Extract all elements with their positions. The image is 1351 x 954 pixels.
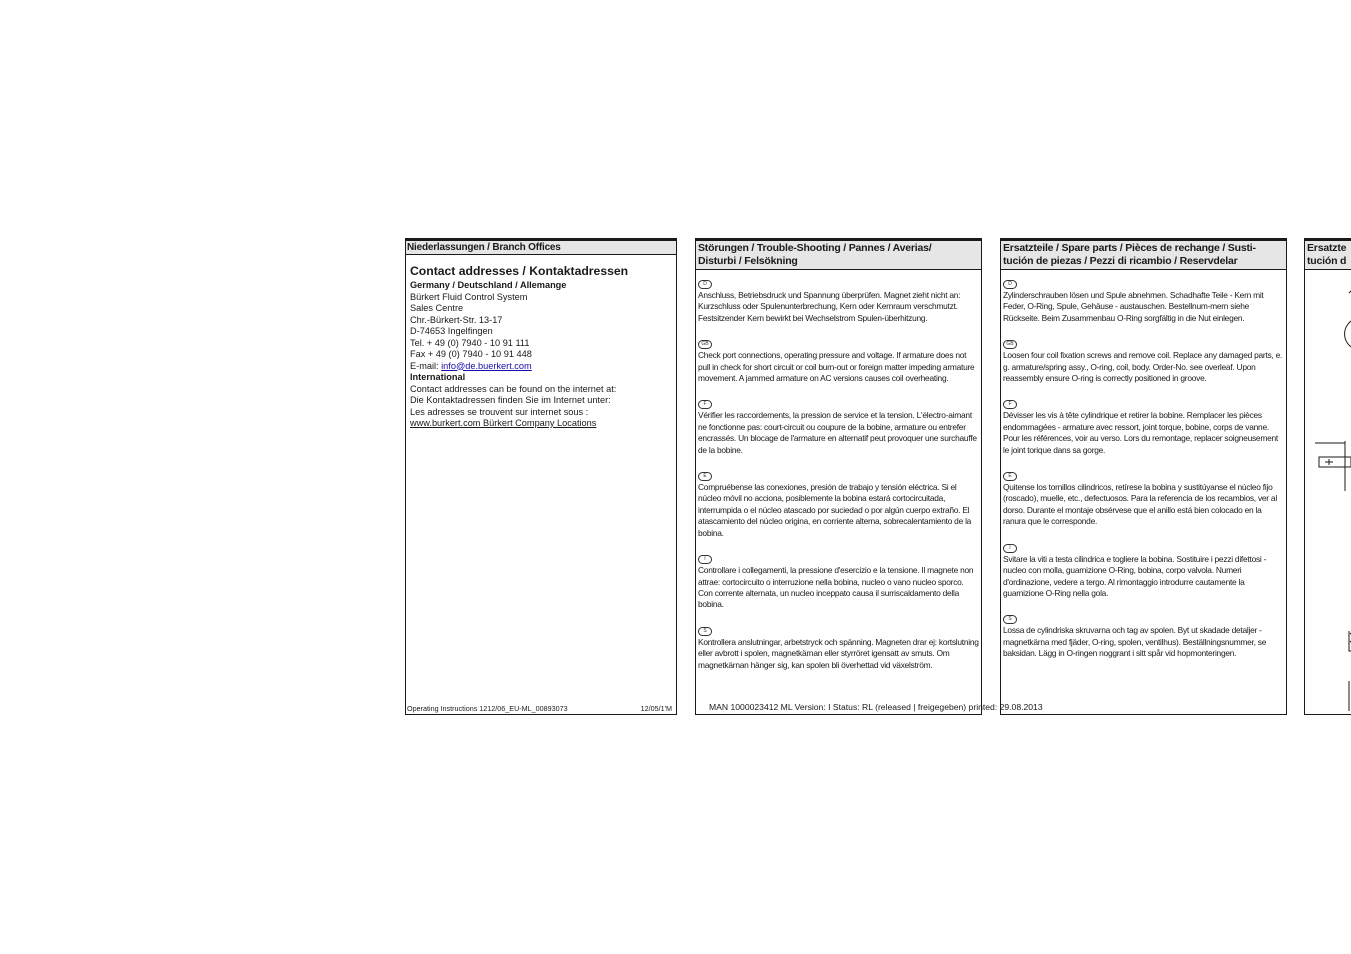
email-label: E-mail: xyxy=(410,360,442,371)
section-text: Loosen four coil fixation screws and remove coil. Replace any damaged parts, e. g. armature/spring assy., O-ring, coil, body. Order-No. see overleaf. Upon reassembly ensure O-ring is correctly positioned in groove. xyxy=(1003,350,1283,384)
spare-parts-drawing-panel xyxy=(1304,238,1351,715)
intl-line: Les adresses se trouvent sur internet sous : xyxy=(410,406,589,417)
language-flag-icon: I xyxy=(1003,544,1017,553)
document-status-footer: MAN 1000023412 ML Version: I Status: RL (released | freigegeben) printed: 29.08.2013 xyxy=(709,702,1043,712)
address-line: Bürkert Fluid Control System xyxy=(410,291,528,302)
header-line: tución d xyxy=(1307,255,1347,267)
language-sections xyxy=(696,270,981,671)
troubleshooting-header xyxy=(696,241,981,270)
section-text: Quitense los tornillos cilindricos, retírese la bobina y sustitúyanse el núcleo fijo (roscado), muelle, etc., defectuosos. Para la referencia de los recambios, ver al dorso. Durante el montaje obsérvese que el anillo está bien colocado en la ranura que le corresponde. xyxy=(1003,482,1277,527)
section-text: Dévisser les vis à tête cylindrique et retirer la bobine. Remplacer les pièces endommagées - armature avec ressort, joint torque, bobine, corps de vanne. Pour les références, voir au verso. Lors du remontage, replacer soigneusement le joint torique dans sa gorge. xyxy=(1003,410,1278,455)
section-text: Compruébense las conexiones, presión de trabajo y tensión eléctrica. Si el núcleo móvil no acciona, posiblemente la bobina estará cortocircuitada, interrumpida o el núcleo atascado por suciedad o por algún cuerpo extraño. El atascamiento del núcleo origina, en corriente alterna, sobrecalentamiento de la bobina. xyxy=(698,482,972,538)
language-flag-icon: S xyxy=(698,627,712,636)
coil-outline xyxy=(1345,319,1351,349)
contact-title: Contact addresses / Kontaktadressen xyxy=(410,264,629,278)
lang-section-i xyxy=(1003,536,1284,600)
header-line: tución de piezas / Pezzi di ricambio / Reservdelar xyxy=(1003,255,1238,267)
language-flag-icon: F xyxy=(1003,400,1017,409)
lang-section-i xyxy=(698,547,979,611)
language-flag-icon: E xyxy=(1003,472,1017,481)
lang-section-e xyxy=(1003,464,1284,528)
header-line: Ersatzte xyxy=(1307,242,1347,254)
connector-pin xyxy=(1325,459,1333,465)
language-flag-icon: E xyxy=(698,472,712,481)
language-flag-icon: GB xyxy=(698,340,712,349)
section-text: Zylinderschrauben lösen und Spule abnehmen. Schadhafte Teile - Kern mit Feder, O-Ring, Spule, Gehäuse - austauschen. Bestellnum-mern siehe Rückseite. Beim Zusammenbau O-Ring sorgfältig in die Nut einlegen. xyxy=(1003,290,1264,323)
footer-doc-id: Operating Instructions 1212/06_EU-ML_00893073 xyxy=(407,704,568,713)
lang-section-d xyxy=(1003,272,1284,324)
lang-section-gb xyxy=(1003,332,1284,384)
section-text: Lossa de cylindriska skruvarna och tag av spolen. Byt ut skadade detaljer - magnetkärna med fjäder, O-ring, spolen, ventilhus). Beställningsnummer, se baksidan. Lägg in O-ringen noggrant i sitt spår vid hopmonteringen. xyxy=(1003,625,1267,659)
phone-line: Tel. + 49 (0) 7940 - 10 91 111 xyxy=(410,337,530,348)
footer-date: 12/05/1'M xyxy=(640,704,672,713)
valve-exploded-drawing xyxy=(1305,271,1351,711)
language-flag-icon: I xyxy=(698,555,712,564)
language-flag-icon: S xyxy=(1003,615,1017,624)
section-text: Check port connections, operating pressure and voltage. If armature does not pull in check for short circuit or coil burn-out or foreign matter impeding armature movement. A jammed armature on AC versions causes coil overheating. xyxy=(698,350,975,384)
panel-footer xyxy=(407,704,672,713)
lang-section-s xyxy=(1003,607,1284,659)
lang-section-s xyxy=(698,619,979,671)
spare-parts-panel xyxy=(1000,238,1287,715)
fax-line: Fax + 49 (0) 7940 - 10 91 448 xyxy=(410,349,532,359)
lang-section-e xyxy=(698,464,979,539)
section-text: Controllare i collegamenti, la pressione d'esercizio e la tensione. Il magnete non attrae: cortocircuito o interruzione nella bobina, nucleo o vano nucleo sporco. Con corrente alternata, un nucleo inceppato causa il surriscaldamento della bobina. xyxy=(698,565,974,610)
international-label: International xyxy=(410,372,466,382)
lang-section-gb xyxy=(698,332,979,384)
website-link[interactable]: www.burkert.com Bürkert Company Locations xyxy=(410,418,597,428)
lang-section-f xyxy=(1003,392,1284,456)
drawing-panel-header xyxy=(1305,241,1351,270)
contact-block xyxy=(406,255,676,430)
troubleshooting-panel xyxy=(695,238,982,715)
branch-offices-header: Niederlassungen / Branch Offices xyxy=(406,241,676,255)
language-flag-icon: GB xyxy=(1003,340,1017,349)
section-text: Anschluss, Betriebsdruck und Spannung überprüfen. Magnet zieht nicht an: Kurzschluss oder Spulenunterbrechung, Kern oder Kernraum verschmutzt. Festsitzender Kern bewirkt bei Wechselstrom Spulen-überhitzung. xyxy=(698,290,961,323)
header-line: Disturbi / Felsökning xyxy=(698,255,798,267)
lang-section-d xyxy=(698,272,979,324)
section-text: Vérifier les raccordements, la pression de service et la tension. L'électro-aimant ne fonctionne pas: court-circuit ou coupure de la bobine, armature ou entrefer encrassés. Un blocage de l'armature en alternatif peut provoquer une surchauffe de la bobine. xyxy=(698,410,977,455)
header-line: Störungen / Trouble-Shooting / Pannes / Averias/ xyxy=(698,242,932,254)
email-line xyxy=(410,361,672,373)
country-label: Germany / Deutschland / Allemange xyxy=(410,280,567,290)
language-sections xyxy=(1001,270,1286,660)
connector-outline xyxy=(1319,457,1351,467)
email-link[interactable]: info@de.buerkert.com xyxy=(441,360,532,371)
address-line: Chr.-Bürkert-Str. 13-17 xyxy=(410,314,503,325)
language-flag-icon: D xyxy=(698,280,712,289)
address-line: D-74653 Ingelfingen xyxy=(410,326,493,336)
lang-section-f xyxy=(698,392,979,456)
section-text: Svitare la viti a testa cilindrica e togliere la bobina. Sostituire i pezzi difettosi - nucleo con molla, guarnizione O-Ring, bobina, corpo valvola. Numeri d'ordinazione, vedere a tergo. Al rimontaggio introdurre cautamente la guarnizione O-Ring nella gola. xyxy=(1003,553,1267,598)
intl-line: Die Kontaktadressen finden Sie im Internet unter: xyxy=(410,395,611,405)
section-text: Kontrollera anslutningar, arbetstryck och spänning. Magneten drar ej: kortslutning eller avbrott i spolen, magnetkärnan eller styrröret igensatt av smuts. Om magnetkärnan hänger sig, kan spolen bli överhettad vid växelström. xyxy=(698,636,979,670)
address-line: Sales Centre xyxy=(410,303,464,313)
language-flag-icon: D xyxy=(1003,280,1017,289)
header-line: Ersatzteile / Spare parts / Pièces de rechange / Susti- xyxy=(1003,242,1256,254)
spare-parts-header xyxy=(1001,241,1286,270)
language-flag-icon: F xyxy=(698,400,712,409)
branch-offices-panel xyxy=(405,238,677,715)
intl-line: Contact addresses can be found on the internet at: xyxy=(410,383,617,394)
